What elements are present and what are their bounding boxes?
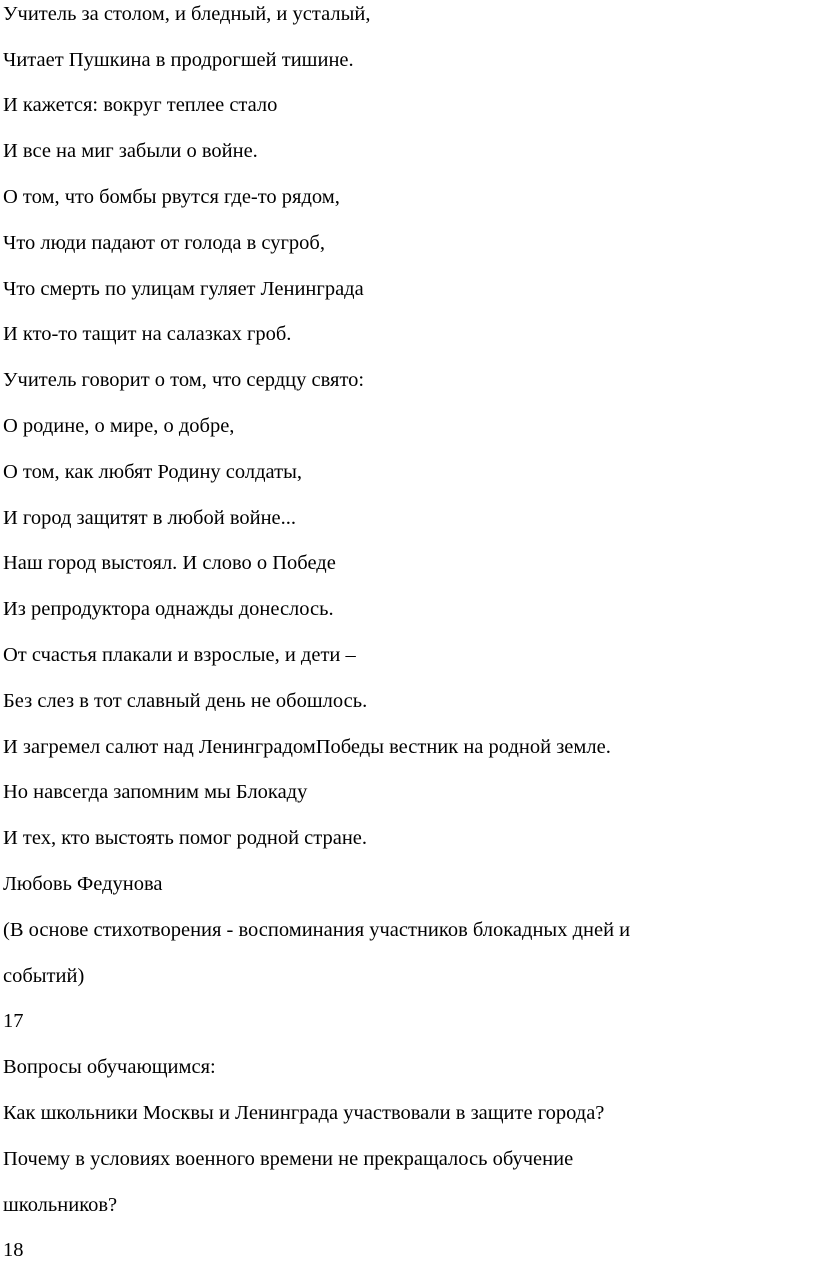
question-2-line-2: школьников?	[3, 1194, 118, 1216]
poem-line-12: И город защитят в любой войне...	[3, 507, 297, 529]
page-number-17: 17	[3, 1010, 24, 1032]
poem-line-3: И кажется: вокруг теплее стало	[3, 94, 278, 116]
page-number-18: 18	[3, 1239, 24, 1261]
question-1: Как школьники Москвы и Ленинграда участвовали в защите города?	[3, 1102, 605, 1124]
poem-line-1: Учитель за столом, и бледный, и усталый,	[3, 3, 371, 25]
poem-line-18: Но навсегда запомним мы Блокаду	[3, 781, 308, 803]
poem-note-line-1: (В основе стихотворения - воспоминания участников блокадных дней и	[3, 919, 631, 941]
poem-line-7: Что смерть по улицам гуляет Ленинграда	[3, 278, 364, 300]
poem-line-9: Учитель говорит о том, что сердцу свято:	[3, 369, 365, 391]
poem-line-6: Что люди падают от голода в сугроб,	[3, 232, 325, 254]
poem-line-16: Без слез в тот славный день не обошлось.	[3, 690, 368, 712]
questions-heading: Вопросы обучающимся:	[3, 1056, 216, 1078]
poem-line-19: И тех, кто выстоять помог родной стране.	[3, 827, 368, 849]
poem-line-10: О родине, о мире, о добре,	[3, 415, 235, 437]
poem-note-line-2: событий)	[3, 965, 85, 987]
poem-author: Любовь Федунова	[3, 873, 163, 895]
question-2-line-1: Почему в условиях военного времени не прекращалось обучение	[3, 1148, 574, 1170]
poem-line-5: О том, что бомбы рвутся где-то рядом,	[3, 186, 340, 208]
poem-line-13: Наш город выстоял. И слово о Победе	[3, 552, 336, 574]
poem-line-2: Читает Пушкина в продрогшей тишине.	[3, 49, 354, 71]
poem-line-8: И кто-то тащит на салазках гроб.	[3, 323, 292, 345]
poem-line-17: И загремел салют над ЛенинградомПобеды вестник на родной земле.	[3, 736, 611, 758]
poem-line-11: О том, как любят Родину солдаты,	[3, 461, 302, 483]
poem-line-14: Из репродуктора однажды донеслось.	[3, 598, 334, 620]
poem-line-15: От счастья плакали и взрослые, и дети –	[3, 644, 356, 666]
poem-line-4: И все на миг забыли о войне.	[3, 140, 258, 162]
